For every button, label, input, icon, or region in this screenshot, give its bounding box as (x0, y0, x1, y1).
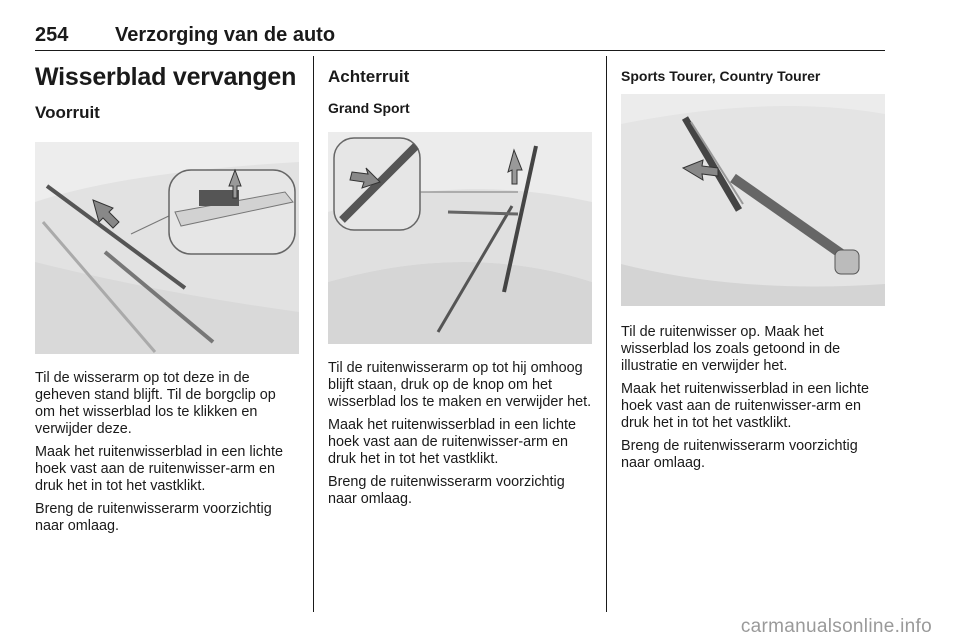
paragraph: Til de ruitenwisser op. Maak het wisserblad los zoals getoond in de illustratie en verwijder het. (621, 324, 841, 374)
paragraph: Breng de ruitenwisserarm voorzichtig naar omlaag. (35, 501, 272, 534)
running-title: Verzorging van de auto (115, 24, 336, 46)
page-header (35, 24, 885, 51)
paragraph: Breng de ruitenwisserarm voorzichtig naar omlaag. (328, 474, 565, 507)
windscreen-wiper-illustration (35, 142, 299, 354)
subsection-heading: Sports Tourer, Country Tourer (621, 68, 821, 84)
column-rear-window-grand-sport (328, 56, 592, 514)
paragraph: Maak het ruitenwisserblad in een lichte hoek vast aan de ruitenwisser-arm en druk het in tot het vastklikt. (328, 417, 576, 467)
column-rear-window-tourer (621, 56, 885, 478)
page-number: 254 (35, 24, 69, 46)
watermark: carmanualsonline.info (740, 616, 932, 637)
section-heading: Wisserblad vervangen (35, 63, 297, 91)
subsection-heading: Voorruit (35, 103, 100, 122)
paragraph: Breng de ruitenwisserarm voorzichtig naar omlaag. (621, 438, 858, 471)
column-divider (313, 56, 314, 612)
rear-wiper-tourer-illustration (621, 94, 885, 306)
subsection-heading: Grand Sport (328, 100, 410, 116)
section-heading: Achterruit (328, 67, 410, 86)
paragraph: Til de wisserarm op tot deze in de geheven stand blijft. Til de borgclip op om het wisserblad los te klikken en verwijder deze. (35, 370, 276, 437)
paragraph: Maak het ruitenwisserblad in een lichte hoek vast aan de ruitenwisser-arm en druk het in tot het vastklikt. (621, 381, 869, 431)
column-windscreen (35, 56, 299, 541)
paragraph: Maak het ruitenwisserblad in een lichte hoek vast aan de ruitenwisser-arm en druk het in tot het vastklikt. (35, 444, 283, 494)
rear-wiper-grand-sport-illustration (328, 132, 592, 344)
column-divider (606, 56, 607, 612)
paragraph: Til de ruitenwisserarm op tot hij omhoog blijft staan, druk op de knop om het wisserblad los te maken en verwijder het. (328, 360, 592, 410)
